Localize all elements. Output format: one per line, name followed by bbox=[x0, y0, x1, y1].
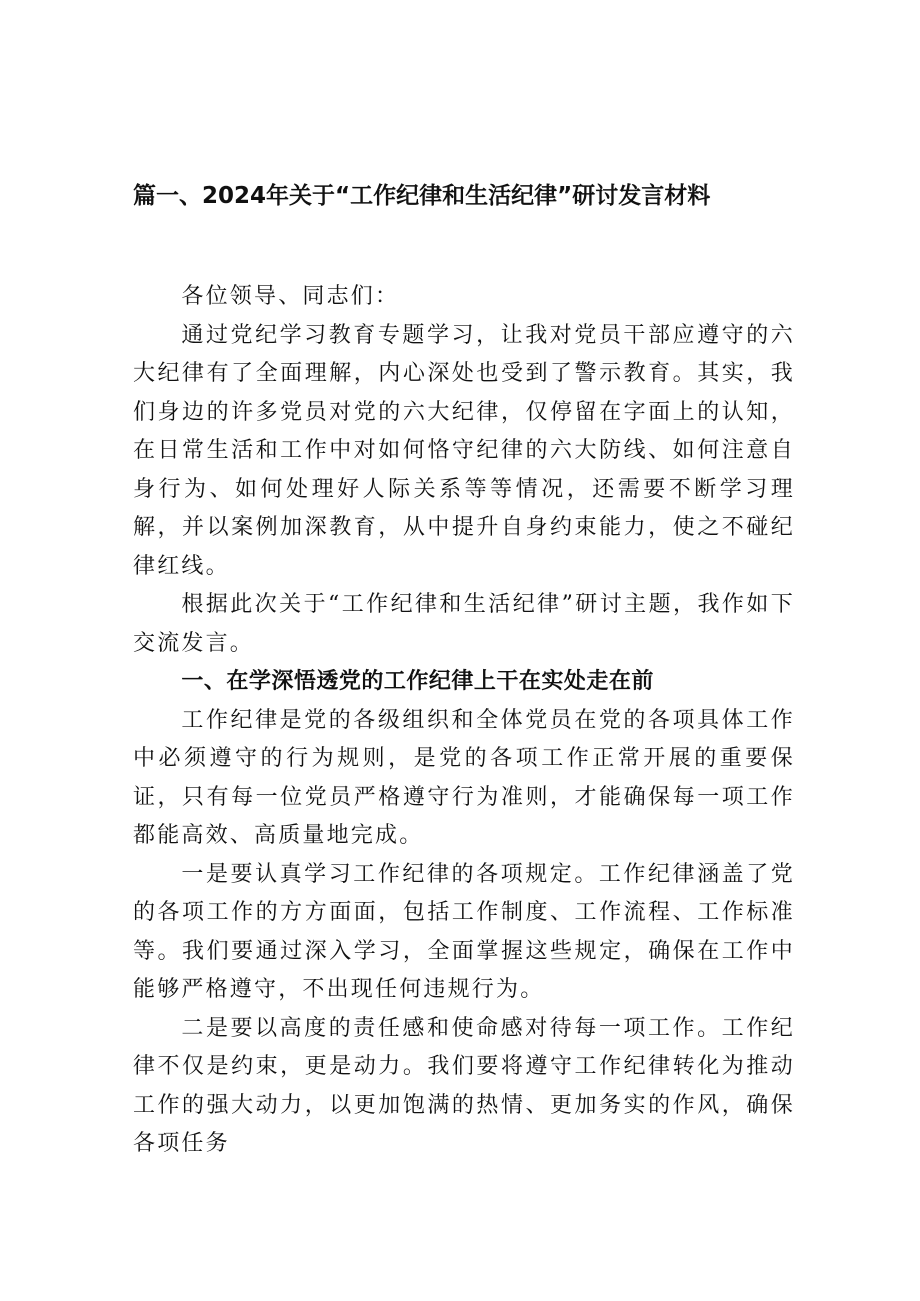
section-1-paragraph: 工作纪律是党的各级组织和全体党员在党的各项具体工作中必须遵守的行为规则，是党的各项工作正常开展的重要保证，只有每一位党员严格遵守行为准则，才能确保每一项工作都能高效、高质量地完成。 bbox=[133, 707, 795, 848]
section-heading-1: 一、在学深悟透党的工作纪律上干在实处走在前 bbox=[181, 669, 654, 694]
document-body bbox=[133, 278, 795, 1164]
point-1-paragraph: 一是要认真学习工作纪律的各项规定。工作纪律涵盖了党的各项工作的方方面面，包括工作制度、工作流程、工作标准等。我们要通过深入学习，全面掌握这些规定，确保在工作中能够严格遵守，不出现任何违规行为。 bbox=[133, 861, 795, 1002]
point-2-paragraph: 二是要以高度的责任感和使命感对待每一项工作。工作纪律不仅是约束，更是动力。我们要将遵守工作纪律转化为推动工作的强大动力，以更加饱满的热情、更加务实的作风，确保各项任务 bbox=[133, 1015, 795, 1156]
salutation-paragraph: 各位领导、同志们： bbox=[181, 284, 400, 309]
intro-paragraph: 通过党纪学习教育专题学习，让我对党员干部应遵守的六大纪律有了全面理解，内心深处也受到了警示教育。其实，我们身边的许多党员对党的六大纪律，仅停留在字面上的认知，在日常生活和工作中对如何恪守纪律的六大防线、如何注意自身行为、如何处理好人际关系等等情况，还需要不断学习理解，并以案例加深教育，从中提升自身约束能力，使之不碰纪律红线。 bbox=[133, 322, 795, 579]
document-title: 篇一、2024年关于“工作纪律和生活纪律”研讨发言材料 bbox=[133, 183, 711, 209]
topic-paragraph: 根据此次关于“工作纪律和生活纪律”研讨主题，我作如下交流发言。 bbox=[133, 592, 795, 656]
